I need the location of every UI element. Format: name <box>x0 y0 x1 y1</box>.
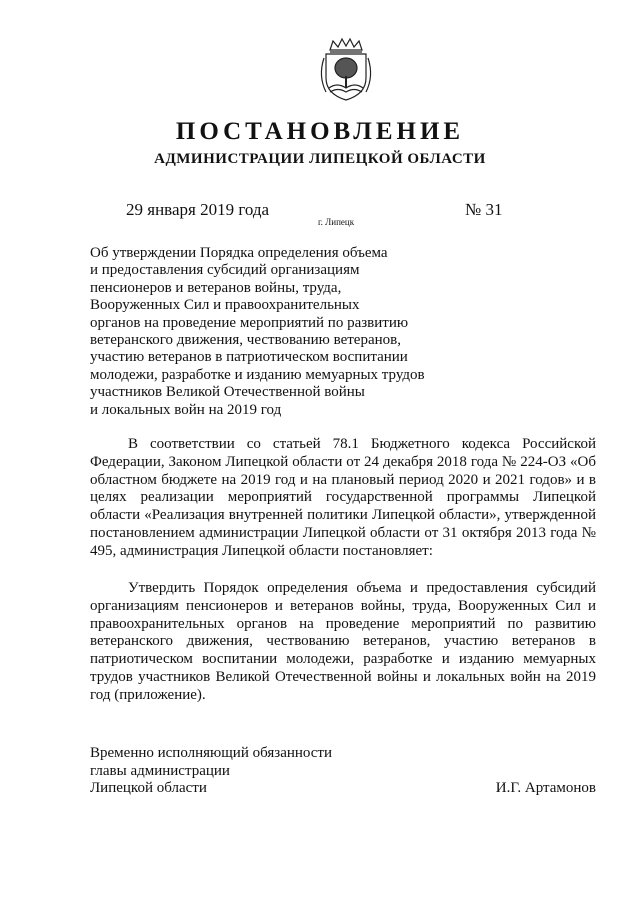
body-paragraph-preamble: В соответствии со статьей 78.1 Бюджетного кодекса Российской Федерации, Законом Липецкой области от 24 декабря 2018 года № 224-ОЗ «Об областном бюджете на 2019 год и на плановый период 2020 и 2021 годов» и в целях реализации мероприятий государственной программы Липецкой области «Реализация внутренней политики Липецкой области», утвержденной постановлением администрации Липецкой области от 31 октября 2013 года № 495, администрация Липецкой области постановляет: <box>90 436 596 559</box>
heading-line: ветеранского движения, чествованию ветеранов, <box>90 332 401 349</box>
document-city: г. Липецк <box>318 217 355 227</box>
signature-block <box>90 745 596 798</box>
heading-line: участию ветеранов в патриотическом воспитании <box>90 349 408 366</box>
document-heading <box>90 245 450 419</box>
signer-position-line: Временно исполняющий обязанности <box>90 745 333 761</box>
heading-line: и предоставления субсидий организациям <box>90 262 360 279</box>
heading-line: участников Великой Отечественной войны <box>90 384 365 401</box>
document-number: № 31 <box>465 200 503 219</box>
document-title: ПОСТАНОВЛЕНИЕ <box>175 118 465 145</box>
document-date: 29 января 2019 года <box>126 200 270 219</box>
heading-line: пенсионеров и ветеранов войны, труда, <box>90 279 342 296</box>
heading-line: Вооруженных Сил и правоохранительных <box>90 297 360 314</box>
signer-name: И.Г. Артамонов <box>495 780 596 796</box>
heading-line: Об утверждении Порядка определения объема <box>90 245 388 261</box>
body-paragraph-resolution: Утвердить Порядок определения объема и предоставления субсидий организациям пенсионеров и ветеранов войны, труда, Вооруженных Сил и правоохранительных органов на проведение мероприятий по развитию ветеранского движения, чествованию ветеранов, участию ветеранов в патриотическом воспитании молодежи, разработке и изданию мемуарных трудов участников Великой Отечественной войны и локальных войн на 2019 год (приложение). <box>90 580 596 703</box>
signer-position-line: главы администрации <box>90 762 230 779</box>
heading-line: молодежи, разработке и изданию мемуарных трудов <box>90 366 425 383</box>
lipetsk-coat-of-arms-icon <box>316 36 376 104</box>
document-subtitle: АДМИНИСТРАЦИИ ЛИПЕЦКОЙ ОБЛАСТИ <box>154 151 486 167</box>
heading-line: органов на проведение мероприятий по развитию <box>90 314 409 331</box>
signer-position-line: Липецкой области <box>90 780 207 796</box>
heading-line: и локальных войн на 2019 год <box>90 401 282 418</box>
